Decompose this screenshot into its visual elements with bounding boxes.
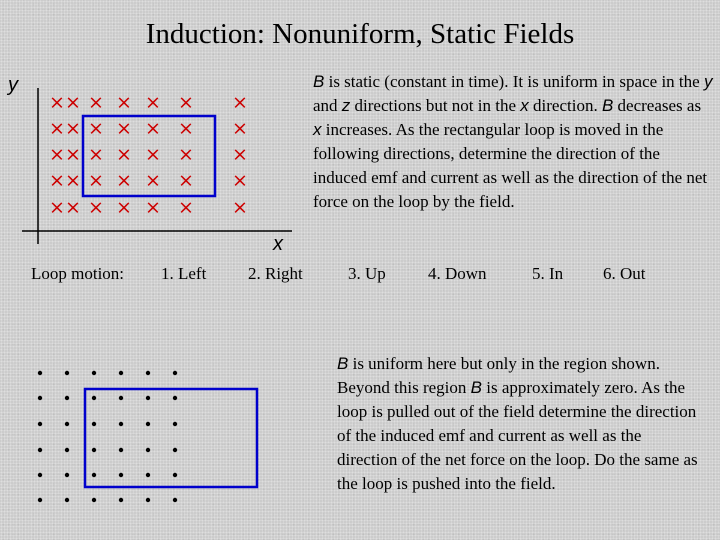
field-dot-symbol — [92, 498, 96, 502]
var-y: y — [703, 72, 713, 91]
field-cross-symbol: × — [116, 91, 132, 114]
field-dot-symbol — [65, 422, 69, 426]
field-cross-symbol: × — [65, 91, 81, 114]
field-cross-symbol: × — [88, 91, 104, 114]
description-uniform-region — [337, 352, 705, 496]
field-cross-symbol: × — [49, 169, 65, 192]
field-cross-symbol: × — [49, 196, 65, 219]
field-cross-symbol: × — [232, 117, 248, 140]
field-dot-symbol — [146, 498, 150, 502]
field-dot-symbol — [92, 473, 96, 477]
text-fragment: is uniform here but only in the region shown. Beyond this region — [337, 354, 660, 397]
field-dot-symbol — [65, 396, 69, 400]
field-cross-symbol: × — [116, 169, 132, 192]
text-fragment: increases. As the rectangular loop is moved in the following directions, determine the direction of the induced emf and current as well as the direction of the net force on the loop by the field. — [313, 120, 708, 211]
field-cross-symbol: × — [178, 196, 194, 219]
field-dot-symbol — [38, 448, 42, 452]
field-dot-symbol — [146, 371, 150, 375]
field-cross-symbol: × — [88, 143, 104, 166]
field-dot-symbol — [65, 371, 69, 375]
text-fragment: direction. — [528, 96, 602, 115]
motion-option-left: 1. Left — [161, 264, 207, 283]
field-dot-symbol — [65, 498, 69, 502]
field-cross-symbol: × — [65, 169, 81, 192]
field-dot-symbol — [146, 422, 150, 426]
field-dot-symbol — [146, 473, 150, 477]
field-cross-symbol: × — [88, 169, 104, 192]
field-cross-symbol: × — [178, 117, 194, 140]
loop-motion-label: Loop motion: — [31, 264, 125, 283]
field-cross-symbol: × — [232, 143, 248, 166]
field-cross-symbol: × — [88, 196, 104, 219]
text-fragment: directions but not in the — [350, 96, 521, 115]
motion-option-in: 5. In — [532, 264, 564, 283]
var-b: B — [313, 72, 325, 91]
field-cross-symbol: × — [145, 196, 161, 219]
var-z: z — [341, 96, 351, 115]
field-dot-symbol — [38, 371, 42, 375]
x-axis-label: x — [273, 233, 283, 255]
motion-option-out: 6. Out — [603, 264, 646, 283]
field-cross-symbol: × — [145, 143, 161, 166]
var-b: B — [337, 354, 349, 373]
var-x: x — [520, 96, 529, 115]
description-static-field — [313, 70, 713, 214]
field-crosses — [49, 92, 248, 219]
field-dot-symbol — [65, 473, 69, 477]
field-cross-symbol: × — [178, 91, 194, 114]
field-dot-symbol — [173, 371, 177, 375]
field-dots — [38, 371, 177, 502]
field-cross-symbol: × — [232, 91, 248, 114]
field-dot-symbol — [173, 473, 177, 477]
field-dot-symbol — [173, 422, 177, 426]
field-cross-symbol: × — [116, 117, 132, 140]
field-cross-symbol: × — [88, 117, 104, 140]
loop-bottom — [85, 389, 257, 487]
field-dot-symbol — [173, 396, 177, 400]
field-dot-symbol — [38, 422, 42, 426]
field-cross-symbol: × — [49, 91, 65, 114]
field-dot-symbol — [38, 498, 42, 502]
field-cross-symbol: × — [232, 169, 248, 192]
field-dot-symbol — [65, 448, 69, 452]
motion-option-down: 4. Down — [428, 264, 487, 283]
field-cross-symbol: × — [65, 117, 81, 140]
text-fragment: is approximately zero. As the loop is pulled out of the field determine the direction of the induced emf and current as well as the direction of the net force on the loop. Do the same as the loop is pushed into the field. — [337, 378, 698, 493]
field-dot-symbol — [92, 448, 96, 452]
field-cross-symbol: × — [145, 117, 161, 140]
field-cross-symbol: × — [65, 143, 81, 166]
field-dot-symbol — [92, 396, 96, 400]
field-dot-symbol — [119, 371, 123, 375]
field-cross-symbol: × — [116, 196, 132, 219]
text-fragment: and — [313, 96, 342, 115]
slide-title: Induction: Nonuniform, Static Fields — [145, 18, 575, 50]
motion-option-right: 2. Right — [248, 264, 303, 283]
field-dot-symbol — [119, 396, 123, 400]
var-x: x — [313, 120, 322, 139]
field-cross-symbol: × — [145, 91, 161, 114]
field-cross-symbol: × — [232, 196, 248, 219]
field-dot-symbol — [119, 422, 123, 426]
field-dot-symbol — [119, 498, 123, 502]
field-dot-symbol — [146, 396, 150, 400]
field-dot-symbol — [92, 371, 96, 375]
field-dot-symbol — [119, 448, 123, 452]
field-cross-symbol: × — [65, 196, 81, 219]
var-b: B — [601, 96, 614, 115]
field-dot-symbol — [146, 448, 150, 452]
field-dot-symbol — [173, 498, 177, 502]
field-cross-symbol: × — [178, 169, 194, 192]
text-fragment: decreases as — [613, 96, 702, 115]
field-cross-symbol: × — [145, 169, 161, 192]
field-dot-symbol — [38, 473, 42, 477]
text-fragment: is static (constant in time). It is uniform in space in the — [324, 72, 704, 91]
y-axis-label: y — [8, 74, 18, 96]
field-dot-symbol — [119, 473, 123, 477]
field-cross-symbol: × — [49, 117, 65, 140]
var-b: B — [470, 378, 482, 397]
field-cross-symbol: × — [116, 143, 132, 166]
field-cross-symbol: × — [178, 143, 194, 166]
field-dot-symbol — [92, 422, 96, 426]
field-dot-symbol — [173, 448, 177, 452]
motion-option-up: 3. Up — [348, 264, 386, 283]
field-cross-symbol: × — [49, 143, 65, 166]
field-dot-symbol — [38, 396, 42, 400]
